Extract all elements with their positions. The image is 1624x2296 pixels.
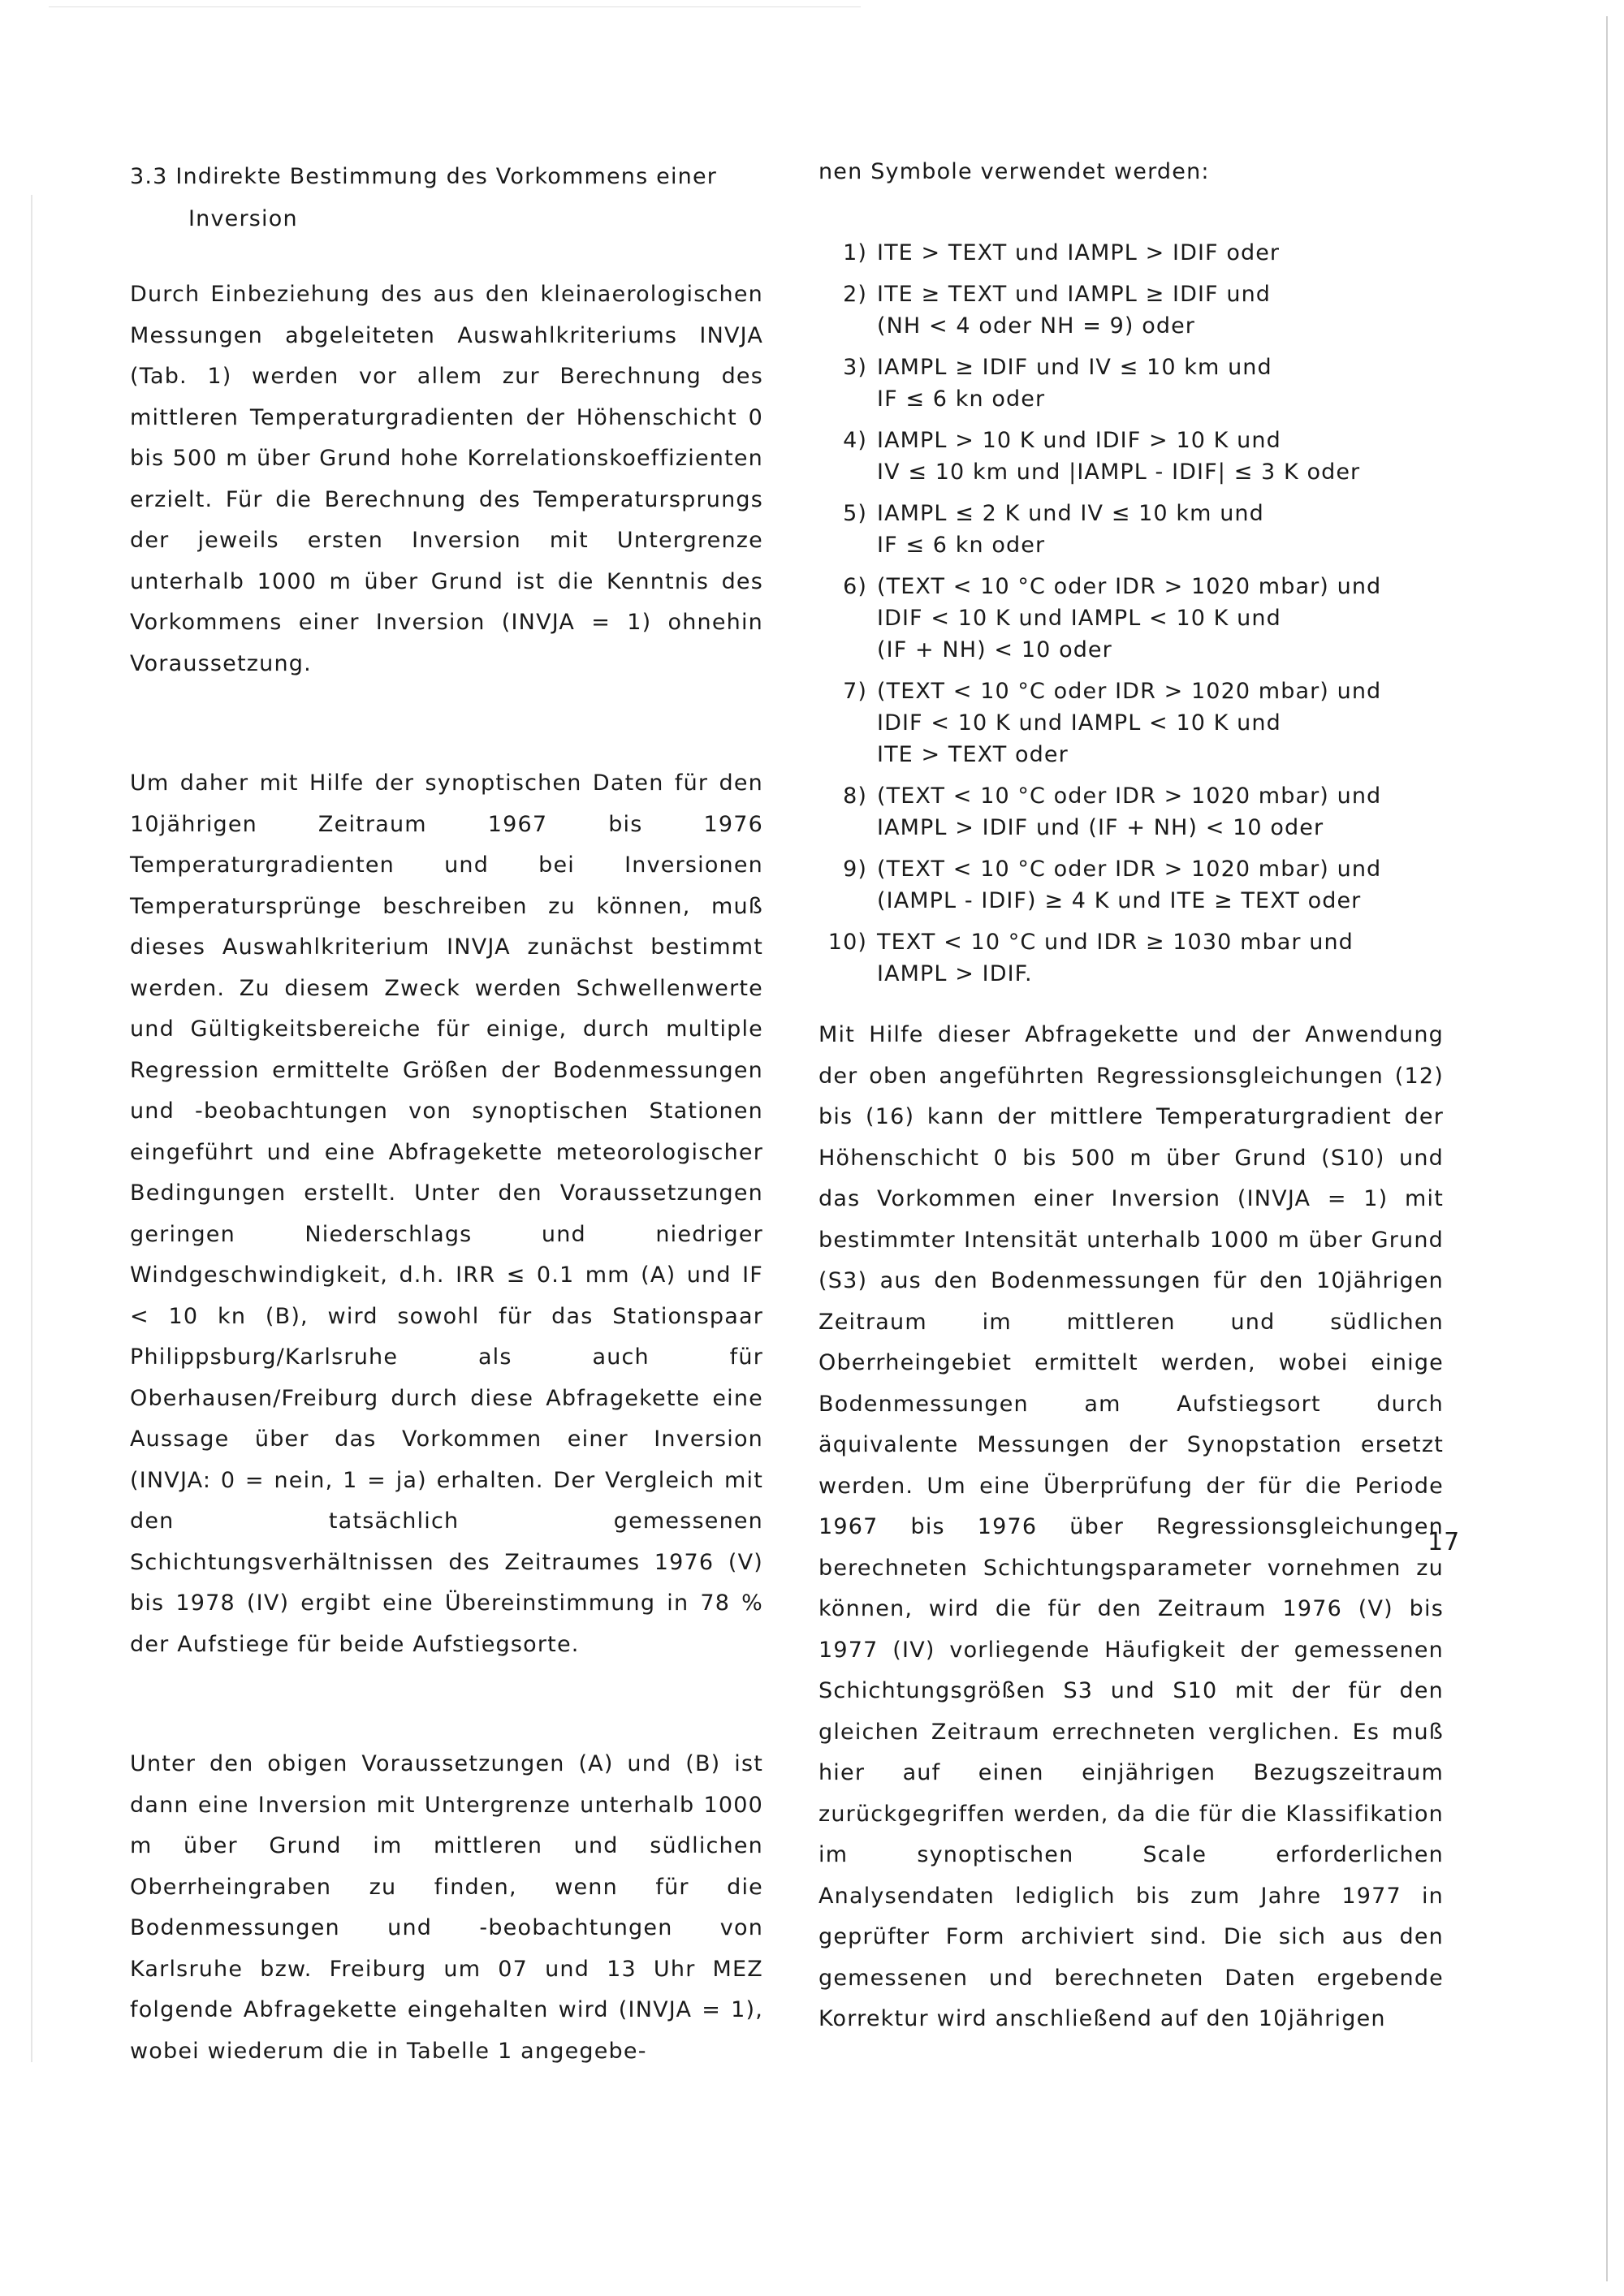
condition-item <box>818 853 1444 917</box>
condition-line: (IF + NH) < 10 oder <box>877 637 1112 662</box>
condition-number: 6) <box>843 574 867 599</box>
condition-item <box>818 571 1444 666</box>
condition-line: (NH < 4 oder NH = 9) oder <box>877 313 1195 339</box>
condition-number: 8) <box>843 783 867 809</box>
heading-line-1: 3.3 Indirekte Bestimmung des Vorkommens einer <box>130 164 718 189</box>
condition-text <box>869 853 1444 917</box>
heading-line-2: Inversion <box>188 206 298 231</box>
condition-text <box>869 278 1444 342</box>
paragraph-2: Um daher mit Hilfe der synoptischen Daten für den 10jährigen Zeitraum 1967 bis 1976 Temperaturgradienten und bei Inversionen Temperatursprünge beschreiben zu können, muß dieses Auswahlkriterium INVJA zunächst bestimmt werden. Zu diesem Zweck werden Schwellenwerte und Gültigkeitsbereiche für einige, durch multiple Regression ermittelte Größen der Bodenmessungen und -beobachtungen von synoptischen Stationen eingeführt und eine Abfragekette meteorologischer Bedingungen erstellt. Unter den Voraussetzungen geringen Niederschlags und niedriger Windgeschwindigkeit, d.h. IRR ≤ 0.1 mm (A) und IF < 10 kn (B), wird sowohl für das Stationspaar Philippsburg/Karlsruhe als auch für Oberhausen/Freiburg durch diese Abfragekette eine Aussage über das Vorkommen einer Inversion (INVJA: 0 = nein, 1 = ja) erhalten. Der Vergleich mit den tatsächlich gemessenen Schichtungsverhältnissen des Zeitraumes 1976 (V) bis 1978 (IV) ergibt eine Übereinstimmung in 78 % der Aufstiege für beide Aufstiegsorte. <box>130 770 763 1657</box>
condition-text <box>869 352 1444 415</box>
condition-number: 4) <box>843 428 867 453</box>
condition-line: IDIF < 10 K und IAMPL < 10 K und <box>877 606 1281 631</box>
condition-line: ITE ≥ TEXT und IAMPL ≥ IDIF und <box>877 282 1272 307</box>
condition-number: 5) <box>843 501 867 526</box>
condition-line: IAMPL > IDIF. <box>877 961 1033 986</box>
condition-item <box>818 278 1444 342</box>
page-edge-left <box>31 195 32 2062</box>
condition-number: 3) <box>843 355 867 380</box>
paragraph-1: Durch Einbeziehung des aus den kleinaerologischen Messungen abgeleiteten Auswahlkriteriums INVJA (Tab. 1) werden vor allem zur Berechnung des mittleren Temperaturgradienten der Höhenschicht 0 bis 500 m über Grund hohe Korrelationskoeffizienten erzielt. Für die Berechnung des Temperatursprungs der jeweils ersten Inversion mit Untergrenze unterhalb 1000 m über Grund ist die Kenntnis des Vorkommens einer Inversion (INVJA = 1) ohnehin Voraussetzung. <box>130 282 763 676</box>
condition-number: 2) <box>843 282 867 307</box>
condition-text <box>869 498 1444 561</box>
condition-item <box>818 237 1444 269</box>
page-edge-top <box>49 6 861 7</box>
condition-line: IAMPL > IDIF und (IF + NH) < 10 oder <box>877 815 1324 840</box>
condition-text <box>869 571 1444 666</box>
condition-text <box>869 425 1444 488</box>
condition-list <box>818 237 1444 999</box>
right-paragraph: Mit Hilfe dieser Abfragekette und der Anwendung der oben angeführten Regressionsgleichungen (12) bis (16) kann der mittlere Temperaturgradient der Höhenschicht 0 bis 500 m über Grund (S10) und das Vorkommen einer Inversion (INVJA = 1) mit bestimmter Intensität unterhalb 1000 m über Grund (S3) aus den Bodenmessungen für den 10jährigen Zeitraum im mittleren und südlichen Oberrheingebiet ermittelt werden, wobei einige Bodenmessungen am Aufstiegsort durch äquivalente Messungen der Synopstation ersetzt werden. Um eine Überprüfung der für die Periode 1967 bis 1976 über Regressionsgleichungen berechneten Schichtungsparameter vornehmen zu können, wird die für den Zeitraum 1976 (V) bis 1977 (IV) vorliegende Häufigkeit der gemessenen Schichtungsgrößen S3 und S10 mit der für den gleichen Zeitraum errechneten verglichen. Es muß hier auf einen einjährigen Bezugszeitraum zurückgegriffen werden, da die für die Klassifikation im synoptischen Scale erforderlichen Analysendaten lediglich bis zum Jahre 1977 in geprüfter Form archiviert sind. Die sich aus den gemessenen und berechneten Daten ergebende Korrektur wird anschließend auf den 10jährigen <box>818 1022 1444 2031</box>
condition-line: IAMPL ≤ 2 K und IV ≤ 10 km und <box>877 501 1264 526</box>
condition-number: 1) <box>843 240 867 265</box>
condition-line: TEXT < 10 °C und IDR ≥ 1030 mbar und <box>877 930 1354 955</box>
paragraph-3: Unter den obigen Voraussetzungen (A) und (B) ist dann eine Inversion mit Untergrenze unterhalb 1000 m über Grund im mittleren und südlichen Oberrheingraben zu finden, wenn für die Bodenmessungen und -beobachtungen von Karlsruhe bzw. Freiburg um 07 und 13 Uhr MEZ folgende Abfragekette eingehalten wird (INVJA = 1), wobei wiederum die in Tabelle 1 angegebe- <box>130 1751 763 2064</box>
condition-line: ITE > TEXT und IAMPL > IDIF oder <box>877 240 1281 265</box>
condition-line: (IAMPL - IDIF) ≥ 4 K und ITE ≥ TEXT oder <box>877 888 1362 913</box>
condition-line: IAMPL ≥ IDIF und IV ≤ 10 km und <box>877 355 1272 380</box>
condition-number: 10) <box>827 930 867 955</box>
condition-item <box>818 498 1444 561</box>
condition-text <box>869 926 1444 990</box>
condition-line: IV ≤ 10 km und |IAMPL - IDIF| ≤ 3 K oder <box>877 460 1361 485</box>
condition-line: IDIF < 10 K und IAMPL < 10 K und <box>877 710 1281 736</box>
condition-line: (TEXT < 10 °C oder IDR > 1020 mbar) und <box>877 679 1382 704</box>
condition-item <box>818 780 1444 844</box>
section-heading <box>130 156 763 240</box>
condition-item <box>818 352 1444 415</box>
condition-line: (TEXT < 10 °C oder IDR > 1020 mbar) und <box>877 783 1382 809</box>
condition-line: IAMPL > 10 K und IDIF > 10 K und <box>877 428 1281 453</box>
condition-line: IF ≤ 6 kn oder <box>877 386 1046 412</box>
page-number: 17 <box>1427 1528 1461 1556</box>
condition-line: IF ≤ 6 kn oder <box>877 533 1046 558</box>
condition-line: (TEXT < 10 °C oder IDR > 1020 mbar) und <box>877 574 1382 599</box>
condition-item <box>818 926 1444 990</box>
condition-item <box>818 675 1444 770</box>
condition-text <box>869 237 1444 269</box>
condition-line: (TEXT < 10 °C oder IDR > 1020 mbar) und <box>877 857 1382 882</box>
condition-number: 9) <box>843 857 867 882</box>
condition-line: ITE > TEXT oder <box>877 742 1069 767</box>
condition-number: 7) <box>843 679 867 704</box>
condition-text <box>869 675 1444 770</box>
condition-text <box>869 780 1444 844</box>
conditions-intro: nen Symbole verwendet werden: <box>818 159 1210 184</box>
condition-item <box>818 425 1444 488</box>
page-edge-right <box>1606 16 1608 2281</box>
